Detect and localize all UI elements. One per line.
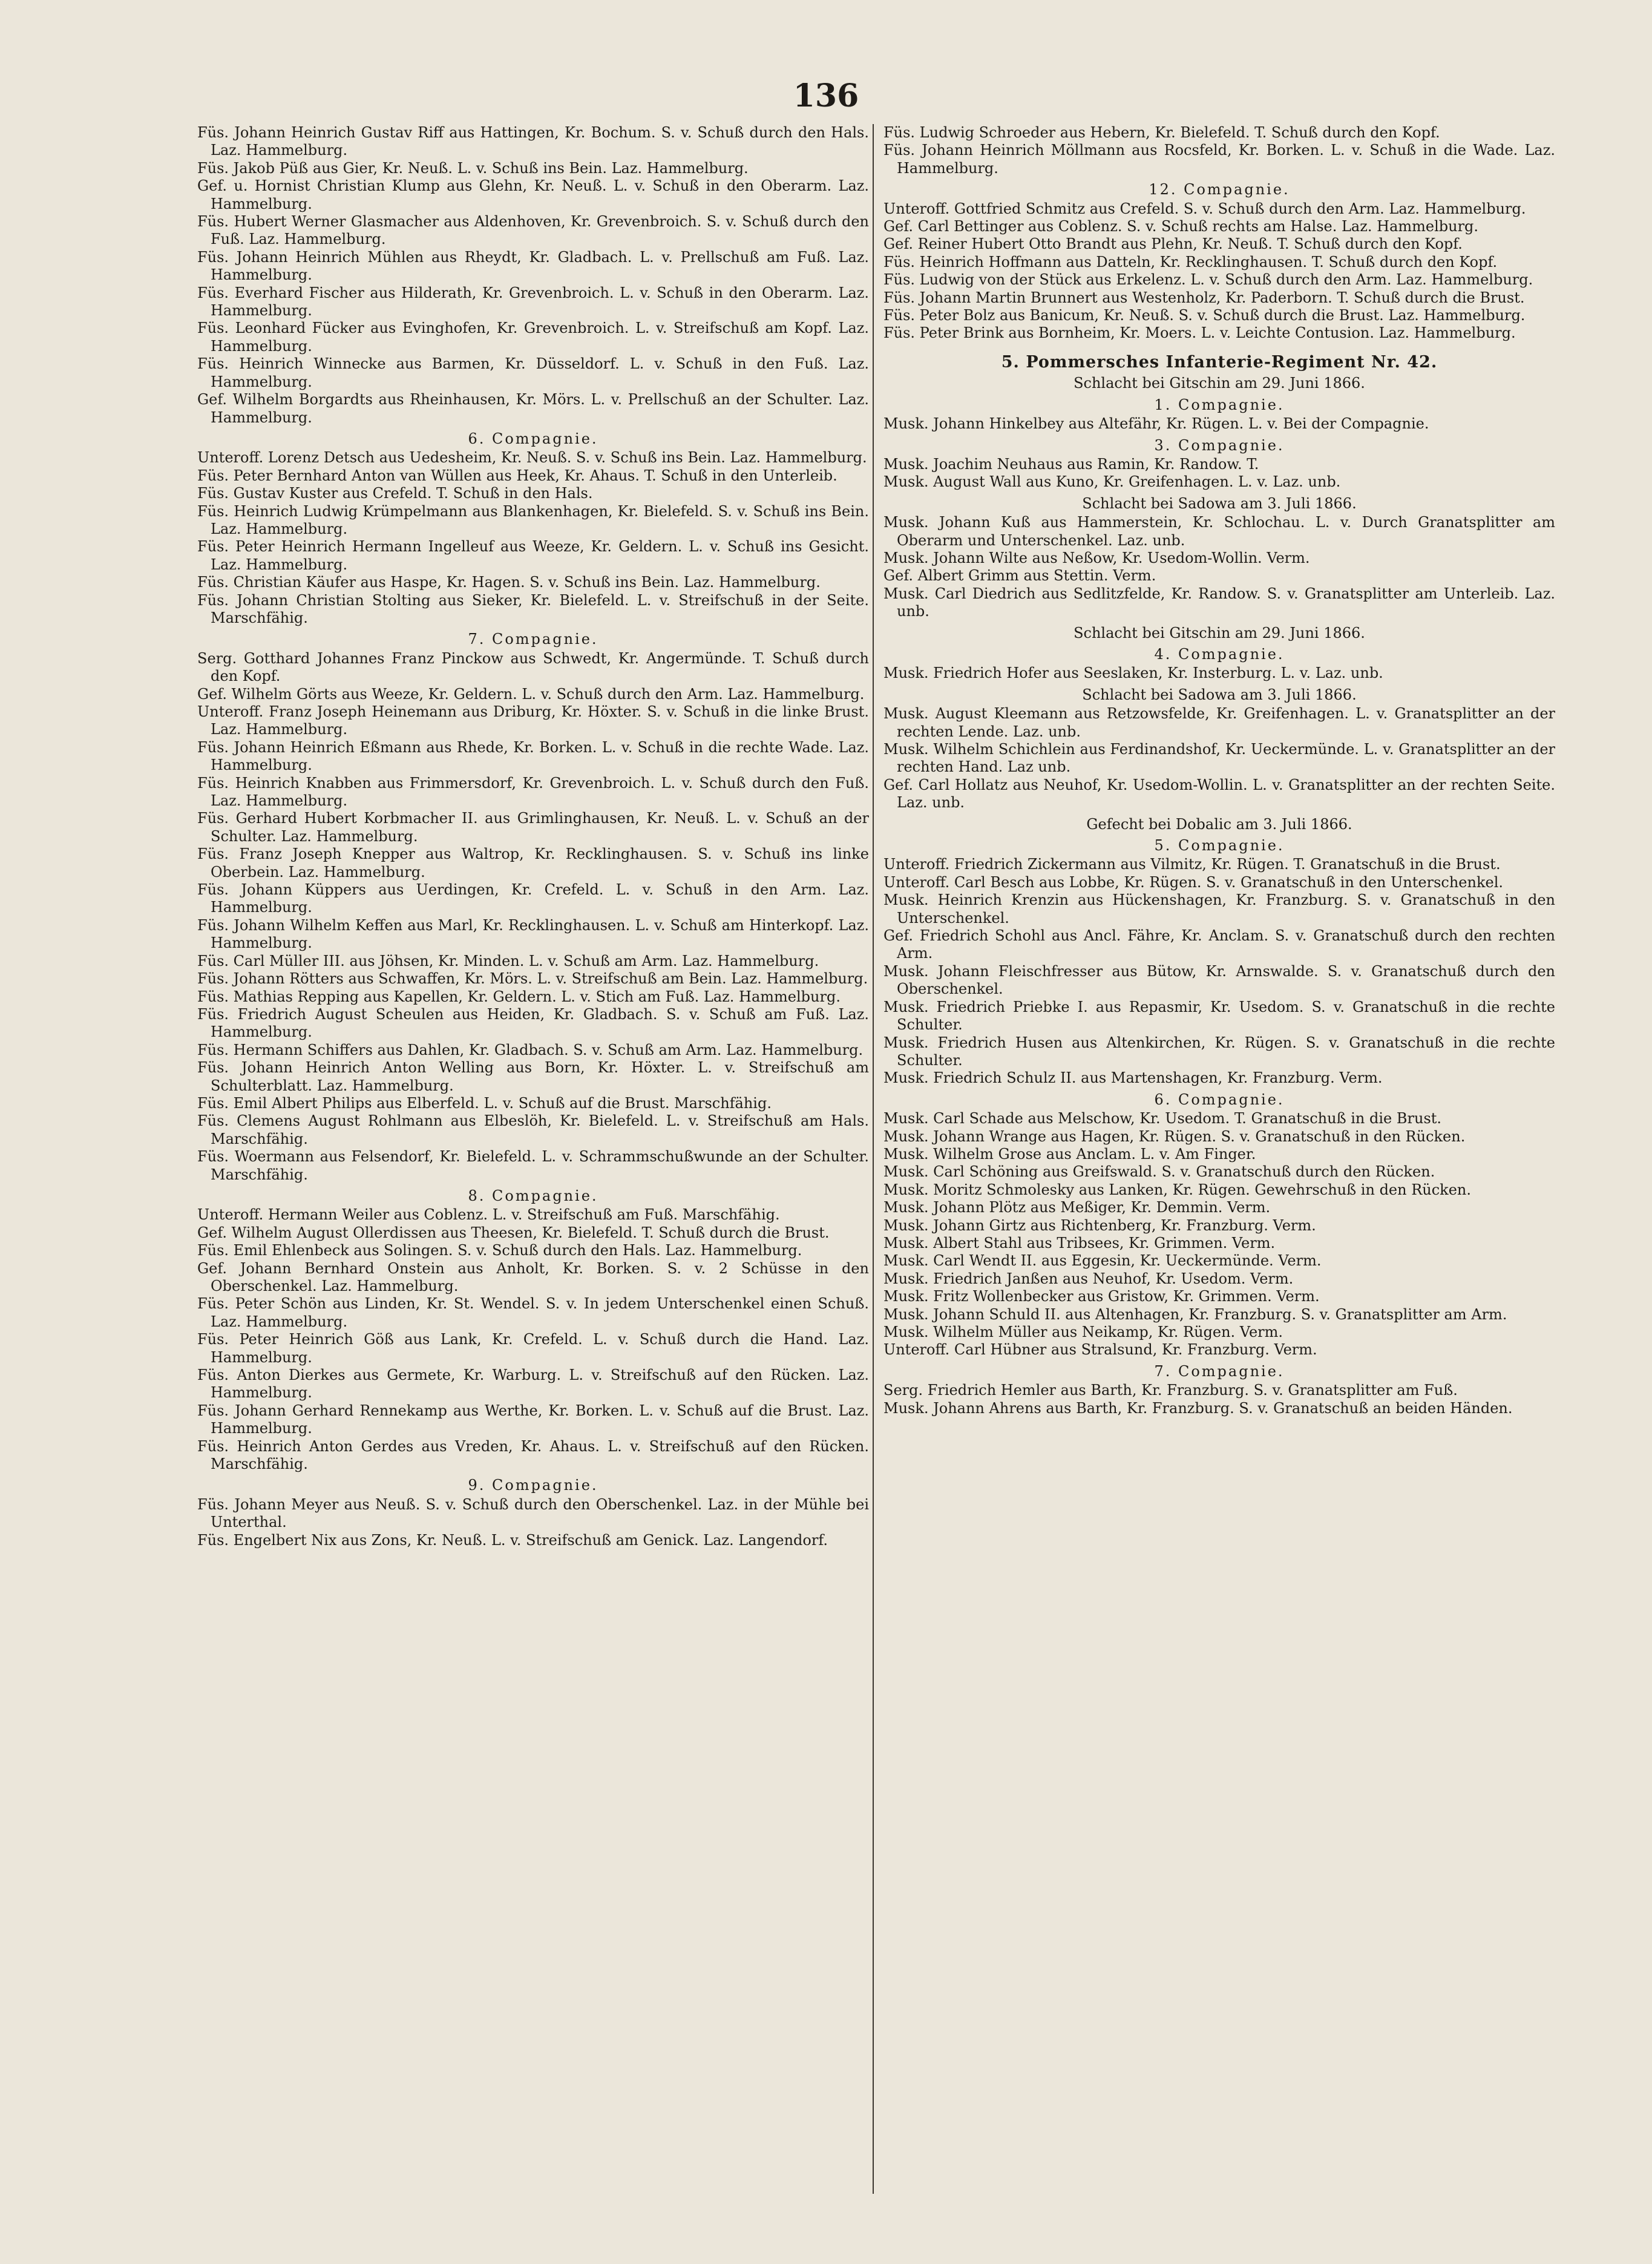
- casualty-entry: Füs. Emil Ehlenbeck aus Solingen. S. v. Schuß durch den Hals. Laz. Hammelburg.: [197, 1242, 802, 1259]
- casualty-entry: Unteroff. Carl Hübner aus Stralsund, Kr. Franzburg. Verm.: [883, 1341, 1317, 1359]
- left-column: [197, 124, 869, 1549]
- casualty-entry: Gef. Wilhelm August Ollerdissen aus Theesen, Kr. Bielefeld. T. Schuß durch die Brust.: [197, 1224, 830, 1241]
- casualty-entry: Musk. Friedrich Husen aus Altenkirchen, Kr. Rügen. S. v. Granatschuß in die rechte Schulter.: [883, 1034, 1555, 1069]
- casualty-entry: Musk. Friedrich Hofer aus Seeslaken, Kr. Insterburg. L. v. Laz. unb.: [883, 664, 1383, 682]
- casualty-entry: Musk. Johann Schuld II. aus Altenhagen, Kr. Franzburg. S. v. Granatsplitter am Arm.: [883, 1305, 1507, 1323]
- casualty-entry: Füs. Peter Heinrich Hermann Ingelleuf aus Weeze, Kr. Geldern. L. v. Schuß ins Gesicht. Laz. Hammelburg.: [197, 538, 869, 573]
- casualty-entry: Füs. Carl Müller III. aus Jöhsen, Kr. Minden. L. v. Schuß am Arm. Laz. Hammelburg.: [197, 952, 819, 970]
- casualty-entry: Füs. Hubert Werner Glasmacher aus Aldenhoven, Kr. Grevenbroich. S. v. Schuß durch den Fuß. Laz. Hammelburg.: [197, 213, 869, 248]
- casualty-entry: Gef. Johann Bernhard Onstein aus Anholt, Kr. Borken. S. v. 2 Schüsse in den Oberschenkel. Laz. Hammelburg.: [197, 1259, 869, 1294]
- casualty-entry: Musk. Wilhelm Schichlein aus Ferdinandshof, Kr. Ueckermünde. L. v. Granatsplitter an der rechten Hand. Laz unb.: [883, 741, 1555, 776]
- casualty-entry: Füs. Johann Heinrich Möllmann aus Rocsfeld, Kr. Borken. L. v. Schuß in die Wade. Laz. Hammelburg.: [883, 142, 1555, 177]
- casualty-entry: Musk. Carl Wendt II. aus Eggesin, Kr. Ueckermünde. Verm.: [883, 1252, 1322, 1270]
- company-heading: 5. Compagnie.: [1154, 837, 1285, 855]
- casualty-entry: Füs. Johann Heinrich Anton Welling aus Born, Kr. Höxter. L. v. Streifschuß am Schulterblatt. Laz. Hammelburg.: [197, 1059, 869, 1094]
- casualty-entry: Füs. Friedrich August Scheulen aus Heiden, Kr. Gladbach. S. v. Schuß am Fuß. Laz. Hammelburg.: [197, 1005, 869, 1041]
- casualty-entry: Füs. Leonhard Fücker aus Evinghofen, Kr. Grevenbroich. L. v. Streifschuß am Kopf. Laz. Hammelburg.: [197, 320, 869, 355]
- casualty-entry: Gef. Carl Hollatz aus Neuhof, Kr. Usedom-Wollin. L. v. Granatsplitter an der rechten Seite. Laz. unb.: [883, 776, 1555, 812]
- casualty-entry: Unteroff. Lorenz Detsch aus Uedesheim, Kr. Neuß. S. v. Schuß ins Bein. Laz. Hammelburg.: [197, 449, 867, 467]
- casualty-entry: Unteroff. Carl Besch aus Lobbe, Kr. Rügen. S. v. Granatschuß in den Unterschenkel.: [883, 873, 1504, 891]
- casualty-entry: Serg. Friedrich Hemler aus Barth, Kr. Franzburg. S. v. Granatsplitter am Fuß.: [883, 1382, 1458, 1399]
- casualty-entry: Füs. Hermann Schiffers aus Dahlen, Kr. Gladbach. S. v. Schuß am Arm. Laz. Hammelburg.: [197, 1041, 864, 1058]
- casualty-entry: Füs. Everhard Fischer aus Hilderath, Kr. Grevenbroich. L. v. Schuß in den Oberarm. Laz. Hammelburg.: [197, 284, 869, 320]
- casualty-entry: Füs. Anton Dierkes aus Germete, Kr. Warburg. L. v. Streifschuß auf den Rücken. Laz. Hammelburg.: [197, 1367, 869, 1402]
- casualty-entry: Musk. Johann Fleischfresser aus Bütow, Kr. Arnswalde. S. v. Granatschuß durch den Oberschenkel.: [883, 962, 1555, 998]
- casualty-entry: Musk. Joachim Neuhaus aus Ramin, Kr. Randow. T.: [883, 455, 1259, 473]
- battle-heading: Schlacht bei Gitschin am 29. Juni 1866.: [1073, 375, 1365, 392]
- casualty-entry: Füs. Peter Heinrich Göß aus Lank, Kr. Crefeld. L. v. Schuß durch die Hand. Laz. Hammelburg.: [197, 1331, 869, 1366]
- casualty-entry: Unteroff. Franz Joseph Heinemann aus Driburg, Kr. Höxter. S. v. Schuß in die linke Brust. Laz. Hammelburg.: [197, 703, 869, 738]
- casualty-entry: Musk. Carl Diedrich aus Sedlitzfelde, Kr. Randow. S. v. Granatsplitter am Unterleib. Laz. unb.: [883, 585, 1555, 620]
- casualty-entry: Füs. Johann Heinrich Eßmann aus Rhede, Kr. Borken. L. v. Schuß in die rechte Wade. Laz. Hammelburg.: [197, 738, 869, 774]
- casualty-entry: Musk. Friedrich Janßen aus Neuhof, Kr. Usedom. Verm.: [883, 1270, 1294, 1287]
- company-heading: 9. Compagnie.: [468, 1477, 598, 1494]
- casualty-entry: Füs. Heinrich Knabben aus Frimmersdorf, Kr. Grevenbroich. L. v. Schuß durch den Fuß. Laz. Hammelburg.: [197, 774, 869, 810]
- casualty-entry: Musk. Johann Wrange aus Hagen, Kr. Rügen. S. v. Granatschuß in den Rücken.: [883, 1127, 1466, 1145]
- casualty-entry: Füs. Heinrich Hoffmann aus Datteln, Kr. Recklinghausen. T. Schuß durch den Kopf.: [883, 253, 1498, 271]
- company-heading: 8. Compagnie.: [468, 1187, 598, 1204]
- casualty-entry: Musk. Heinrich Krenzin aus Hückenshagen, Kr. Franzburg. S. v. Granatschuß in den Unterschenkel.: [883, 891, 1555, 927]
- company-heading: 6. Compagnie.: [468, 430, 598, 447]
- casualty-entry: Füs. Peter Schön aus Linden, Kr. St. Wendel. S. v. In jedem Unterschenkel einen Schuß. Laz. Hammelburg.: [197, 1295, 869, 1330]
- casualty-entry: Gef. u. Hornist Christian Klump aus Glehn, Kr. Neuß. L. v. Schuß in den Oberarm. Laz. Hammelburg.: [197, 177, 869, 212]
- casualty-entry: Musk. Moritz Schmolesky aus Lanken, Kr. Rügen. Gewehrschuß in den Rücken.: [883, 1181, 1472, 1198]
- casualty-entry: Füs. Johann Heinrich Gustav Riff aus Hattingen, Kr. Bochum. S. v. Schuß durch den Hals. Laz. Hammelburg.: [197, 124, 869, 159]
- casualty-entry: Füs. Franz Joseph Knepper aus Waltrop, Kr. Recklinghausen. S. v. Schuß ins linke Oberbein. Laz. Hammelburg.: [197, 845, 869, 881]
- casualty-entry: Musk. Johann Plötz aus Meßiger, Kr. Demmin. Verm.: [883, 1199, 1271, 1216]
- casualty-entry: Musk. Johann Ahrens aus Barth, Kr. Franzburg. S. v. Granatschuß an beiden Händen.: [883, 1399, 1513, 1417]
- casualty-entry: Füs. Peter Bernhard Anton van Wüllen aus Heek, Kr. Ahaus. T. Schuß in den Unterleib.: [197, 467, 837, 484]
- page-number: 136: [793, 77, 859, 114]
- casualty-entry: Gef. Carl Bettinger aus Coblenz. S. v. Schuß rechts am Halse. Laz. Hammelburg.: [883, 218, 1479, 235]
- battle-heading: Schlacht bei Sadowa am 3. Juli 1866.: [1082, 494, 1357, 512]
- casualty-entry: Serg. Gotthard Johannes Franz Pinckow aus Schwedt, Kr. Angermünde. T. Schuß durch den Kopf.: [197, 649, 869, 685]
- casualty-entry: Musk. Johann Girtz aus Richtenberg, Kr. Franzburg. Verm.: [883, 1216, 1316, 1234]
- casualty-entry: Füs. Ludwig Schroeder aus Hebern, Kr. Bielefeld. T. Schuß durch den Kopf.: [883, 124, 1440, 141]
- casualty-entry: Gef. Wilhelm Borgardts aus Rheinhausen, Kr. Mörs. L. v. Prellschuß an der Schulter. Laz. Hammelburg.: [197, 391, 869, 426]
- company-heading: 4. Compagnie.: [1154, 645, 1285, 663]
- casualty-entry: Füs. Johann Martin Brunnert aus Westenholz, Kr. Paderborn. T. Schuß durch die Brust.: [883, 289, 1525, 306]
- company-heading: 7. Compagnie.: [1154, 1362, 1285, 1380]
- casualty-entry: Unteroff. Hermann Weiler aus Coblenz. L. v. Streifschuß am Fuß. Marschfähig.: [197, 1206, 780, 1224]
- casualty-entry: Füs. Peter Brink aus Bornheim, Kr. Moers. L. v. Leichte Contusion. Laz. Hammelburg.: [883, 324, 1516, 342]
- casualty-entry: Füs. Woermann aus Felsendorf, Kr. Bielefeld. L. v. Schrammschußwunde an der Schulter. Marschfähig.: [197, 1148, 869, 1183]
- casualty-entry: Musk. Albert Stahl aus Tribsees, Kr. Grimmen. Verm.: [883, 1234, 1276, 1252]
- casualty-entry: Gef. Friedrich Schohl aus Ancl. Fähre, Kr. Anclam. S. v. Granatschuß durch den rechten Arm.: [883, 927, 1555, 962]
- casualty-entry: Füs. Johann Rötters aus Schwaffen, Kr. Mörs. L. v. Streifschuß am Bein. Laz. Hammelburg.: [197, 970, 868, 988]
- casualty-entry: Musk. Carl Schöning aus Greifswald. S. v. Granatschuß durch den Rücken.: [883, 1163, 1435, 1181]
- casualty-entry: Musk. Fritz Wollenbecker aus Gristow, Kr. Grimmen. Verm.: [883, 1288, 1320, 1305]
- company-heading: 6. Compagnie.: [1154, 1091, 1285, 1108]
- casualty-entry: Füs. Clemens August Rohlmann aus Elbeslöh, Kr. Bielefeld. L. v. Streifschuß am Hals. Marschfähig.: [197, 1112, 869, 1147]
- column-divider: [873, 124, 874, 2194]
- right-column: [883, 124, 1555, 1417]
- casualty-entry: Musk. August Kleemann aus Retzowsfelde, Kr. Greifenhagen. L. v. Granatsplitter an der rechten Lende. Laz. unb.: [883, 705, 1555, 740]
- casualty-entry: Musk. Friedrich Priebke I. aus Repasmir, Kr. Usedom. S. v. Granatschuß in die rechte Schulter.: [883, 998, 1555, 1034]
- company-heading: 12. Compagnie.: [1149, 181, 1290, 199]
- casualty-entry: Musk. Johann Kuß aus Hammerstein, Kr. Schlochau. L. v. Durch Granatsplitter am Oberarm und Unterschenkel. Laz. unb.: [883, 514, 1555, 549]
- casualty-entry: Musk. Carl Schade aus Melschow, Kr. Usedom. T. Granatschuß in die Brust.: [883, 1110, 1442, 1127]
- casualty-entry: Füs. Ludwig von der Stück aus Erkelenz. L. v. Schuß durch den Arm. Laz. Hammelburg.: [883, 271, 1533, 289]
- casualty-entry: Musk. Wilhelm Müller aus Neikamp, Kr. Rügen. Verm.: [883, 1324, 1283, 1340]
- casualty-entry: Füs. Johann Wilhelm Keffen aus Marl, Kr. Recklinghausen. L. v. Schuß am Hinterkopf. Laz. Hammelburg.: [197, 916, 869, 952]
- casualty-entry: Füs. Gerhard Hubert Korbmacher II. aus Grimlinghausen, Kr. Neuß. L. v. Schuß an der Schulter. Laz. Hammelburg.: [197, 810, 869, 845]
- casualty-entry: Füs. Johann Gerhard Rennekamp aus Werthe, Kr. Borken. L. v. Schuß auf die Brust. Laz. Hammelburg.: [197, 1402, 869, 1437]
- company-heading: 1. Compagnie.: [1154, 396, 1285, 413]
- casualty-entry: Musk. Wilhelm Grose aus Anclam. L. v. Am Finger.: [883, 1145, 1256, 1163]
- casualty-entry: Füs. Mathias Repping aus Kapellen, Kr. Geldern. L. v. Stich am Fuß. Laz. Hammelburg.: [197, 988, 841, 1005]
- casualty-entry: Gef. Albert Grimm aus Stettin. Verm.: [883, 567, 1156, 585]
- company-heading: 3. Compagnie.: [1154, 436, 1285, 454]
- casualty-entry: Unteroff. Friedrich Zickermann aus Vilmitz, Kr. Rügen. T. Granatschuß in die Brust.: [883, 856, 1501, 873]
- casualty-entry: Musk. Friedrich Schulz II. aus Martenshagen, Kr. Franzburg. Verm.: [883, 1069, 1383, 1087]
- casualty-entry: Unteroff. Gottfried Schmitz aus Crefeld. S. v. Schuß durch den Arm. Laz. Hammelburg.: [883, 200, 1526, 217]
- casualty-entry: Füs. Heinrich Ludwig Krümpelmann aus Blankenhagen, Kr. Bielefeld. S. v. Schuß ins Bein. Laz. Hammelburg.: [197, 502, 869, 537]
- casualty-entry: Füs. Johann Heinrich Mühlen aus Rheydt, Kr. Gladbach. L. v. Prellschuß am Fuß. Laz. Hammelburg.: [197, 248, 869, 284]
- casualty-entry: Musk. Johann Hinkelbey aus Altefähr, Kr. Rügen. L. v. Bei der Compagnie.: [883, 415, 1429, 433]
- company-heading: 7. Compagnie.: [468, 631, 598, 648]
- casualty-entry: Füs. Johann Küppers aus Uerdingen, Kr. Crefeld. L. v. Schuß in den Arm. Laz. Hammelburg.: [197, 881, 869, 916]
- battle-heading: Schlacht bei Sadowa am 3. Juli 1866.: [1082, 686, 1357, 703]
- casualty-entry: Füs. Christian Käufer aus Haspe, Kr. Hagen. S. v. Schuß ins Bein. Laz. Hammelburg.: [197, 574, 821, 591]
- casualty-entry: Gef. Wilhelm Görts aus Weeze, Kr. Geldern. L. v. Schuß durch den Arm. Laz. Hammelburg.: [197, 685, 865, 703]
- casualty-entry: Füs. Emil Albert Philips aus Elberfeld. L. v. Schuß auf die Brust. Marschfähig.: [197, 1094, 772, 1112]
- casualty-entry: Füs. Gustav Kuster aus Crefeld. T. Schuß in den Hals.: [197, 485, 593, 502]
- casualty-entry: Gef. Reiner Hubert Otto Brandt aus Plehn, Kr. Neuß. T. Schuß durch den Kopf.: [883, 235, 1463, 253]
- casualty-entry: Musk. Johann Wilte aus Neßow, Kr. Usedom-Wollin. Verm.: [883, 549, 1310, 566]
- casualty-entry: Füs. Johann Christian Stolting aus Sieker, Kr. Bielefeld. L. v. Streifschuß in der Seite. Marschfähig.: [197, 591, 869, 626]
- regiment-heading: 5. Pommersches Infanterie-Regiment Nr. 42.: [1001, 352, 1438, 372]
- casualty-entry: Füs. Heinrich Anton Gerdes aus Vreden, Kr. Ahaus. L. v. Streifschuß auf den Rücken. Marschfähig.: [197, 1437, 869, 1473]
- battle-heading: Schlacht bei Gitschin am 29. Juni 1866.: [1073, 624, 1365, 641]
- casualty-entry: Füs. Heinrich Winnecke aus Barmen, Kr. Düsseldorf. L. v. Schuß in den Fuß. Laz. Hammelburg.: [197, 355, 869, 390]
- casualty-entry: Füs. Peter Bolz aus Banicum, Kr. Neuß. S. v. Schuß durch die Brust. Laz. Hammelburg.: [883, 307, 1526, 324]
- casualty-entry: Füs. Johann Meyer aus Neuß. S. v. Schuß durch den Oberschenkel. Laz. in der Mühle bei Unterthal.: [197, 1495, 869, 1531]
- casualty-entry: Füs. Engelbert Nix aus Zons, Kr. Neuß. L. v. Streifschuß am Genick. Laz. Langendorf.: [197, 1531, 828, 1549]
- battle-heading: Gefecht bei Dobalic am 3. Juli 1866.: [1086, 815, 1352, 833]
- casualty-entry: Füs. Jakob Püß aus Gier, Kr. Neuß. L. v. Schuß ins Bein. Laz. Hammelburg.: [197, 159, 749, 177]
- casualty-entry: Musk. August Wall aus Kuno, Kr. Greifenhagen. L. v. Laz. unb.: [883, 473, 1341, 491]
